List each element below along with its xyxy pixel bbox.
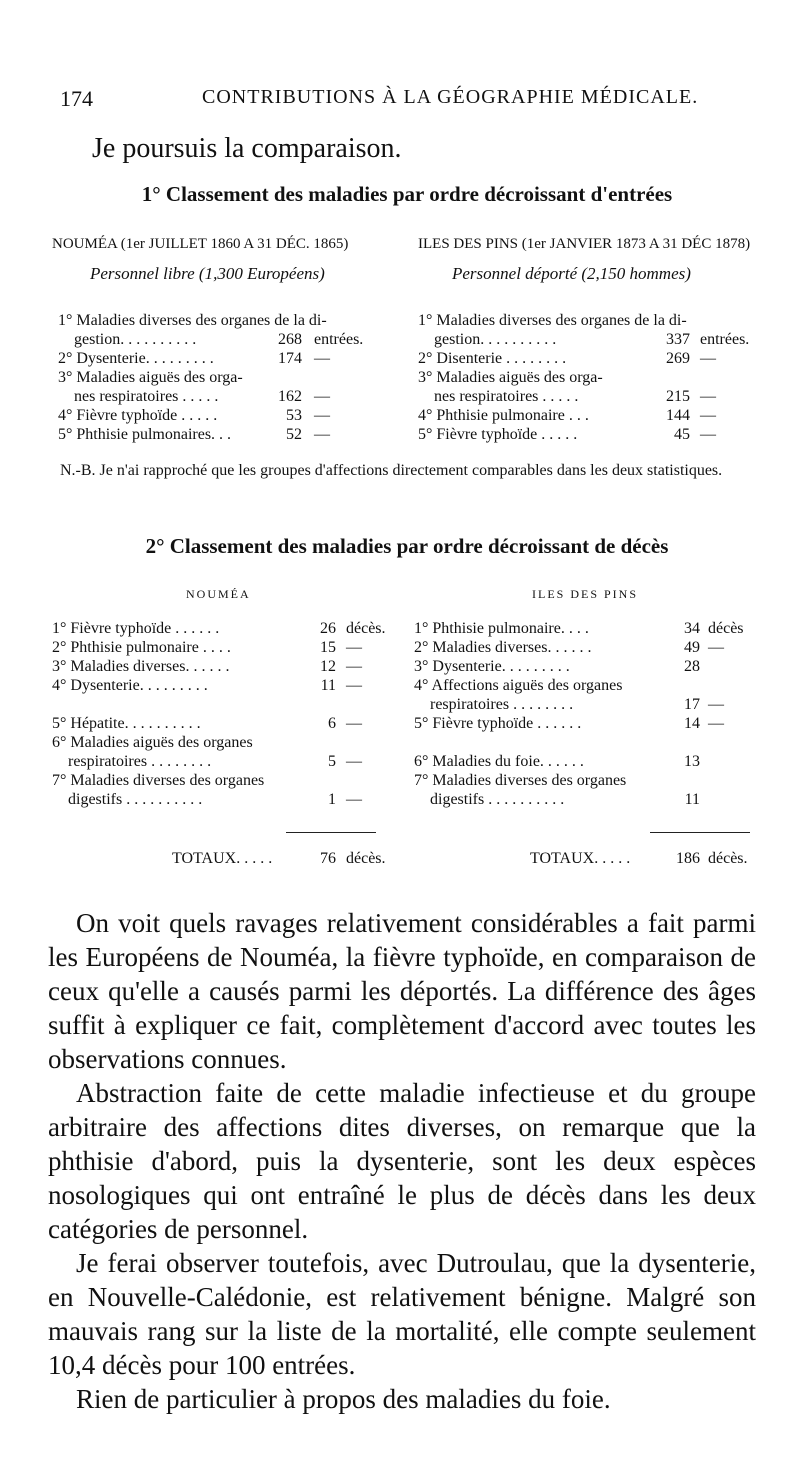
table-row-unit: —: [346, 677, 362, 694]
table-row-label-continued: nes respiratoires . . . . .: [74, 388, 219, 405]
body-paragraph-3: Je ferai observer toutefois, avec Dutroulau, que la dysenterie, en Nouvelle-Calédonie, est relativement bénigne. Malgré son mauvais rang sur la liste de la mortalité, elle compte seulement 10,4 décès pour 100 entrées.: [48, 1248, 756, 1380]
table-row-label: 1° Fièvre typhoïde . . . . . .: [52, 620, 220, 637]
table-row-label: 5° Hépatite. . . . . . . . . .: [52, 715, 201, 732]
section2-right-heading: ILES DES PINS: [532, 587, 639, 601]
section1-title: 1° Classement des maladies par ordre décroissant d'entrées: [141, 182, 673, 206]
running-title: CONTRIBUTIONS À LA GÉOGRAPHIE MÉDICALE.: [202, 86, 699, 108]
table-row-label: 6° Maladies aiguës des organes: [52, 734, 253, 751]
table-row-unit: décès.: [346, 620, 386, 637]
table-row-label: 2° Dysenterie. . . . . . . . .: [58, 350, 214, 367]
left-total-rule: [286, 832, 376, 833]
table-row-value: 15: [320, 639, 336, 656]
table-row-value: 11: [320, 677, 336, 694]
body-text: [48, 906, 756, 1416]
table-row-label: 3° Maladies diverses. . . . . .: [52, 658, 230, 675]
table-row-unit: —: [700, 350, 716, 367]
table-row-unit: entrées.: [700, 331, 750, 348]
section2-title: 2° Classement des maladies par ordre décroissant de décès: [145, 534, 669, 558]
table-row-label: 7° Maladies diverses des organes: [414, 772, 627, 789]
table-row-label: 4° Affections aiguës des organes: [414, 677, 623, 694]
table-row-label: 3° Maladies aiguës des orga-: [418, 369, 603, 386]
table-row-label: 1° Maladies diverses des organes de la di-: [418, 312, 687, 329]
section1-left-subheading: Personnel libre (1,300 Européens): [90, 264, 325, 283]
table-row-label-continued: digestifs . . . . . . . . . .: [430, 791, 565, 808]
table-row-label: 2° Phthisie pulmonaire . . . .: [52, 639, 231, 656]
table-row-value: 17: [684, 696, 700, 713]
intro-sentence: Je poursuis la comparaison.: [92, 133, 402, 164]
table-row-value: 174: [278, 350, 302, 367]
table-row-label: 5° Fièvre typhoïde . . . . .: [418, 426, 578, 443]
section1-note: N.-B. Je n'ai rapproché que les groupes d'affections directement comparables dans les deux statistiques.: [60, 462, 723, 479]
table-row-value: 162: [278, 388, 302, 405]
table-row-label: 3° Maladies aiguës des orga-: [58, 369, 243, 386]
table-row-unit: —: [314, 407, 330, 424]
page-header: [60, 86, 760, 116]
table-row-unit: —: [700, 407, 716, 424]
table-row-unit: —: [346, 753, 362, 770]
table-row-unit: —: [708, 696, 724, 713]
table-row-value: 26: [320, 620, 336, 637]
table-row-value: 14: [684, 715, 700, 732]
table-row-value: 45: [674, 426, 690, 443]
table-row-label: 7° Maladies diverses des organes: [52, 772, 265, 789]
table-row-value: 337: [666, 331, 690, 348]
table-row-label-continued: gestion. . . . . . . . . .: [74, 331, 197, 348]
right-total-unit: décès.: [708, 850, 748, 867]
table-row-label: 4° Dysenterie. . . . . . . . .: [52, 677, 208, 694]
table-row-unit: —: [314, 350, 330, 367]
table-row-value: 6: [328, 715, 336, 732]
table-row-unit: —: [708, 715, 724, 732]
table-row-value: 5: [328, 753, 336, 770]
table-row-label: 5° Phthisie pulmonaires. . .: [58, 426, 232, 443]
table-row-label: 4° Fièvre typhoïde . . . . .: [58, 407, 218, 424]
table-row-label-continued: respiratoires . . . . . . . .: [68, 753, 212, 770]
table-row-value: 11: [684, 791, 700, 808]
table-row-label: 3° Dysenterie. . . . . . . . .: [414, 658, 570, 675]
right-total-value: 186: [676, 850, 700, 867]
table-row-value: 268: [278, 331, 302, 348]
table-row-value: 144: [666, 407, 690, 424]
table-row-unit: —: [708, 639, 724, 656]
table-row-label-continued: gestion. . . . . . . . . .: [434, 331, 557, 348]
right-total-label: TOTAUX. . . . .: [530, 850, 631, 867]
section2-left-heading: NOUMÉA: [186, 587, 251, 601]
table-row-unit: —: [346, 658, 362, 675]
table-row-unit: —: [314, 426, 330, 443]
table-row-value: 34: [684, 620, 700, 637]
left-total-label: TOTAUX. . . . .: [172, 850, 273, 867]
left-total-unit: décès.: [346, 850, 386, 867]
table-row-label: 5° Fièvre typhoïde . . . . . .: [414, 715, 582, 732]
table-row-unit: décès: [708, 620, 744, 637]
table-row-value: 28: [684, 658, 700, 675]
table-row-label-continued: nes respiratoires . . . . .: [434, 388, 579, 405]
table-row-value: 269: [666, 350, 690, 367]
table-row-label: 1° Maladies diverses des organes de la di-: [58, 312, 327, 329]
table-row-label: 2° Disenterie . . . . . . . .: [418, 350, 567, 367]
page-number: 174: [60, 86, 93, 111]
table-row-label: 2° Maladies diverses. . . . . .: [414, 639, 592, 656]
table-row-value: 12: [320, 658, 336, 675]
table-row-label-continued: digestifs . . . . . . . . . .: [68, 791, 203, 808]
table-row-value: 215: [666, 388, 690, 405]
table-row-unit: —: [346, 715, 362, 732]
body-paragraph-4: Rien de particulier à propos des maladies du foie.: [76, 1384, 611, 1414]
table-row-label: 4° Phthisie pulmonaire . . .: [418, 407, 589, 424]
table-row-unit: —: [700, 388, 716, 405]
body-paragraph-1: On voit quels ravages relativement considérables a fait parmi les Européens de Nouméa, la fièvre typhoïde, en comparaison de ceux qu'elle a causés parmi les déportés. La différence des âges suffit à expliquer ce fait, complètement d'accord avec toutes les observations connues.: [48, 908, 756, 1074]
table-row-value: 1: [328, 791, 336, 808]
table-row-unit: —: [700, 426, 716, 443]
table-row-unit: —: [346, 791, 362, 808]
section1-right-heading: ILES DES PINS (1er JANVIER 1873 A 31 DÉC 1878): [418, 236, 751, 252]
right-total-rule: [650, 832, 750, 833]
table-row-value: 13: [684, 753, 700, 770]
body-paragraph-2: Abstraction faite de cette maladie infectieuse et du groupe arbitraire des affections dites diverses, on remarque que la phthisie d'abord, puis la dysenterie, sont les deux espèces nosologiques qui ont entraîné le plus de décès dans les deux catégories de personnel.: [48, 1078, 756, 1244]
table-row-unit: entrées.: [314, 331, 364, 348]
table-row-unit: —: [346, 639, 362, 656]
table-row-value: 53: [286, 407, 302, 424]
section1-left-heading: NOUMÉA (1er JUILLET 1860 A 31 DÉC. 1865): [52, 236, 349, 252]
table-row-value: 52: [286, 426, 302, 443]
table-row-value: 49: [684, 639, 700, 656]
table-row-unit: —: [314, 388, 330, 405]
left-total-value: 76: [320, 850, 336, 867]
table-row-label: 6° Maladies du foie. . . . . .: [414, 753, 584, 770]
table-row-label-continued: respiratoires . . . . . . . .: [430, 696, 574, 713]
section1-right-subheading: Personnel déporté (2,150 hommes): [452, 264, 691, 283]
table-row-label: 1° Phthisie pulmonaire. . . .: [414, 620, 589, 637]
